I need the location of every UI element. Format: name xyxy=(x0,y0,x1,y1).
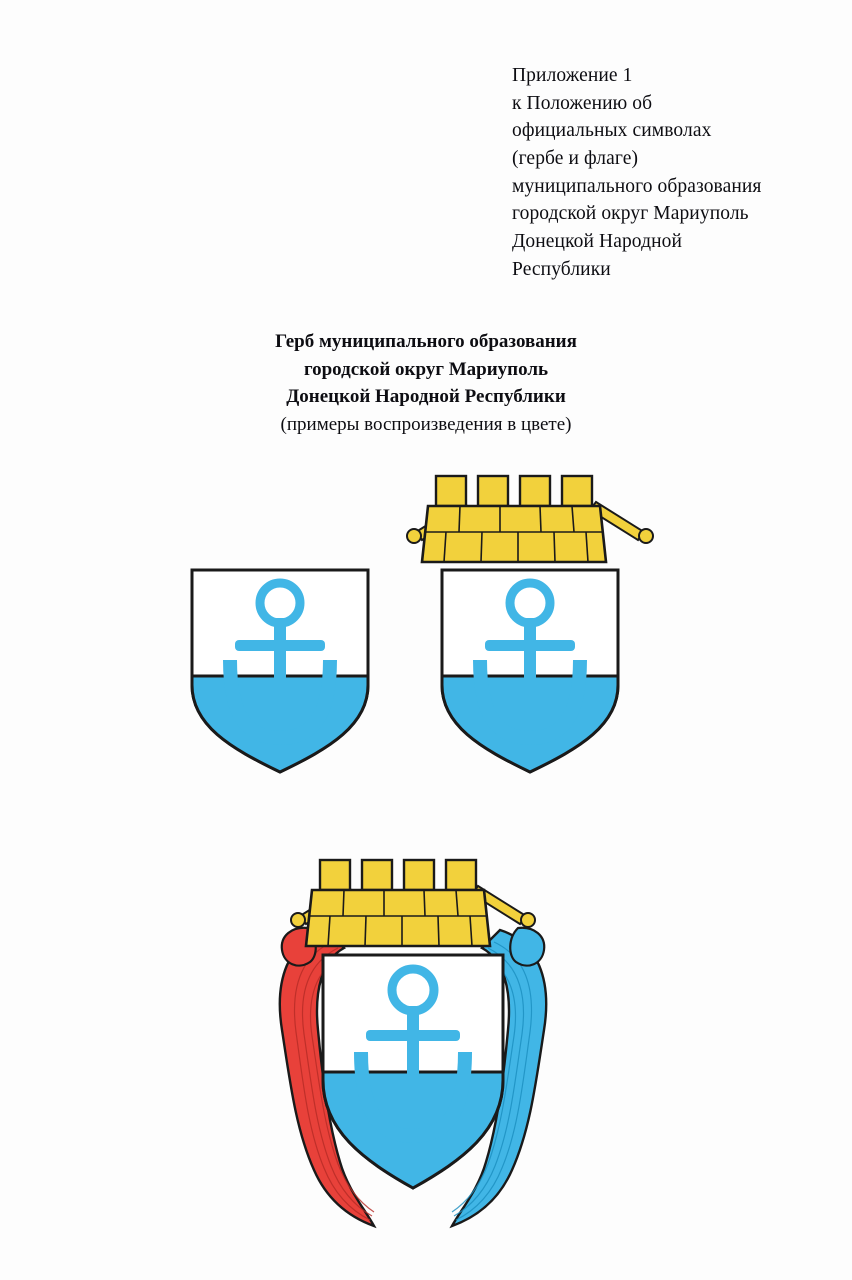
appendix-line-6: городской округ Мариуполь xyxy=(512,203,749,225)
coat-of-arms-plain xyxy=(150,470,410,760)
title-line-1: Герб муниципального образования xyxy=(275,331,577,352)
page-title xyxy=(0,328,852,438)
appendix-header xyxy=(512,62,832,284)
title-line-2: городской округ Мариуполь xyxy=(303,358,549,380)
appendix-line-8: Республики xyxy=(512,258,611,280)
shield-crowned-svg xyxy=(400,470,700,780)
coat-of-arms-with-crown xyxy=(400,470,700,780)
shield-full-svg xyxy=(248,830,608,1250)
appendix-line-1: Приложение 1 xyxy=(512,65,633,86)
title-line-4: (примеры воспроизведения в цвете) xyxy=(280,413,572,435)
shield-plain-svg xyxy=(150,470,410,760)
mural-crown-icon xyxy=(422,476,606,562)
mural-crown-icon xyxy=(306,860,490,946)
appendix-line-4: (гербе и флаге) xyxy=(512,148,639,170)
appendix-line-7: Донецкой Народной xyxy=(512,231,683,253)
title-line-3: Донецкой Народной Республики xyxy=(286,386,566,408)
coat-of-arms-full xyxy=(248,830,608,1250)
appendix-line-5: муниципального образования xyxy=(512,175,762,197)
appendix-line-3: официальных символах xyxy=(512,120,712,142)
appendix-line-2: к Положению об xyxy=(512,92,653,114)
